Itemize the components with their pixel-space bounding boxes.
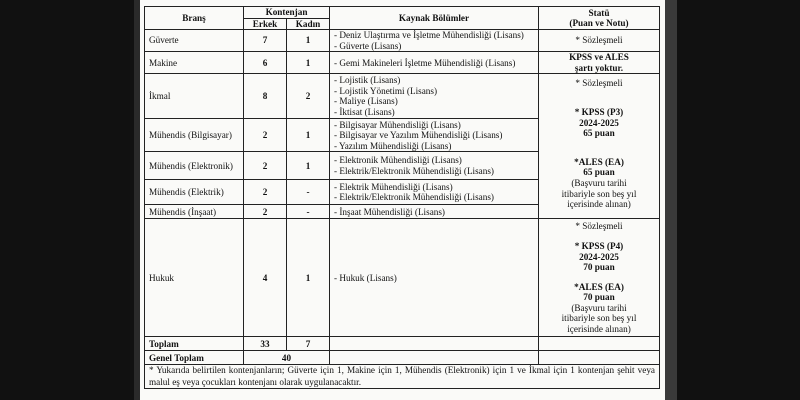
kaynak-item: - İktisat (Lisans) <box>334 107 395 118</box>
statu-line: (Başvuru tarihi <box>571 177 627 188</box>
statu-hukuk <box>539 219 660 337</box>
row-kadin: 1 <box>287 52 330 74</box>
row-kadin: 1 <box>287 119 330 152</box>
statu-line: *ALES (EA) <box>574 156 624 167</box>
row-kadin: - <box>287 205 330 219</box>
total-row <box>145 337 660 351</box>
statu-makine <box>539 52 660 74</box>
header-statu <box>539 7 660 30</box>
row-erkek: 4 <box>244 219 287 337</box>
kaynak-item: - Bilgisayar Mühendisliği (Lisans) <box>334 119 461 130</box>
row-erkek: 8 <box>244 74 287 119</box>
statu-line: (Başvuru tarihi <box>571 302 627 313</box>
table-row <box>145 219 660 337</box>
table-row <box>145 52 660 74</box>
row-erkek: 2 <box>244 180 287 205</box>
row-brans: Hukuk <box>145 219 244 337</box>
kaynak-item: - Lojistik Yönetimi (Lisans) <box>334 85 438 96</box>
kaynak-item: - Elektrik/Elektronik Mühendisliği (Lisans) <box>334 192 494 203</box>
document-page <box>140 0 665 400</box>
statu-line: *ALES (EA) <box>574 281 624 292</box>
statu-guverte <box>539 30 660 52</box>
row-brans: Mühendis (Bilgisayar) <box>145 119 244 152</box>
row-erkek: 7 <box>244 30 287 52</box>
statu-line: içerisinde alınan) <box>567 199 631 210</box>
kaynak-item: - Lojistik (Lisans) <box>334 75 401 86</box>
kaynak-item: - Deniz Ulaştırma ve İşletme Mühendisliği (Lisans) <box>334 30 524 41</box>
statu-line: KPSS ve ALES <box>569 52 629 63</box>
statu-line: itibariyle son beş yıl <box>561 188 637 199</box>
row-kadin: 1 <box>287 30 330 52</box>
header-kadin: Kadın <box>287 18 330 30</box>
row-erkek: 2 <box>244 205 287 219</box>
statu-line: 65 puan <box>583 128 615 139</box>
statu-line: itibariyle son beş yıl <box>561 313 637 324</box>
row-kaynak <box>330 219 539 337</box>
grand-total-label: Genel Toplam <box>145 351 244 365</box>
table-row <box>145 74 660 119</box>
row-brans: Mühendis (Elektrik) <box>145 180 244 205</box>
row-brans: Güverte <box>145 30 244 52</box>
row-kaynak <box>330 119 539 152</box>
row-kaynak <box>330 30 539 52</box>
row-kadin: 2 <box>287 74 330 119</box>
row-kadin: 1 <box>287 152 330 180</box>
total-erkek: 33 <box>244 337 287 351</box>
row-brans: İkmal <box>145 74 244 119</box>
total-kadin: 7 <box>287 337 330 351</box>
header-statu-title: Statü <box>588 7 610 18</box>
grand-total-row <box>145 351 660 365</box>
row-kaynak <box>330 152 539 180</box>
kaynak-item: - Elektronik Mühendisliği (Lisans) <box>334 155 462 166</box>
row-brans: Mühendis (Elektronik) <box>145 152 244 180</box>
kaynak-item: - Gemi Makineleri İşletme Mühendisliği (Lisans) <box>334 57 516 68</box>
kaynak-item: - Hukuk (Lisans) <box>334 272 397 283</box>
row-kaynak <box>330 52 539 74</box>
row-kadin: - <box>287 180 330 205</box>
footnote: * Yukarıda belirtilen kontenjanların; Güverte için 1, Makine için 1, Mühendis (Elektronik) için 1 ve İkmal için 1 kontenjan şehit veya malul eş veya çocukları kontenjanı olarak uygulanacaktır. <box>145 365 660 388</box>
statu-line: 70 puan <box>583 262 615 273</box>
statu-line: * Sözleşmeli <box>575 221 623 232</box>
table-row <box>145 30 660 52</box>
statu-line: * KPSS (P3) <box>574 107 624 118</box>
row-erkek: 2 <box>244 152 287 180</box>
header-kontenjan: Kontenjan <box>244 7 330 19</box>
kaynak-item: - Güverte (Lisans) <box>334 40 402 51</box>
header-brans: Branş <box>145 7 244 30</box>
row-brans: Mühendis (İnşaat) <box>145 205 244 219</box>
statu-ikmal-muhendis <box>539 74 660 219</box>
row-kadin: 1 <box>287 219 330 337</box>
kaynak-item: - Yazılım Mühendisliği (Lisans) <box>334 140 452 151</box>
statu-line: 65 puan <box>583 167 615 178</box>
row-erkek: 2 <box>244 119 287 152</box>
statu-line: içerisinde alınan) <box>567 323 631 334</box>
kaynak-item: - Elektrik Mühendisliği (Lisans) <box>334 181 453 192</box>
statu-line: * Sözleşmeli <box>575 35 623 46</box>
statu-line: 2024-2025 <box>579 117 619 128</box>
row-brans: Makine <box>145 52 244 74</box>
statu-line: şartı yoktur. <box>574 62 624 73</box>
statu-line: * KPSS (P4) <box>574 240 624 251</box>
kaynak-item: - Elektrik/Elektronik Mühendisliği (Lisans) <box>334 165 494 176</box>
statu-line: 70 puan <box>583 292 615 303</box>
note-row <box>145 365 660 388</box>
statu-line: * Sözleşmeli <box>575 78 623 89</box>
header-statu-sub: (Puan ve Notu) <box>569 18 629 29</box>
kaynak-item: - Bilgisayar ve Yazılım Mühendisliği (Lisans) <box>334 130 503 141</box>
header-erkek: Erkek <box>244 18 287 30</box>
total-label: Toplam <box>145 337 244 351</box>
header-kaynak: Kaynak Bölümler <box>330 7 539 30</box>
page-shadow-right <box>665 0 677 400</box>
row-kaynak <box>330 205 539 219</box>
kaynak-item: - Maliye (Lisans) <box>334 96 398 107</box>
row-kaynak <box>330 74 539 119</box>
grand-total-value: 40 <box>244 351 330 365</box>
statu-line: 2024-2025 <box>579 251 619 262</box>
row-kaynak <box>330 180 539 205</box>
row-erkek: 6 <box>244 52 287 74</box>
kaynak-item: - İnşaat Mühendisliği (Lisans) <box>334 206 445 217</box>
quota-table <box>144 6 660 389</box>
